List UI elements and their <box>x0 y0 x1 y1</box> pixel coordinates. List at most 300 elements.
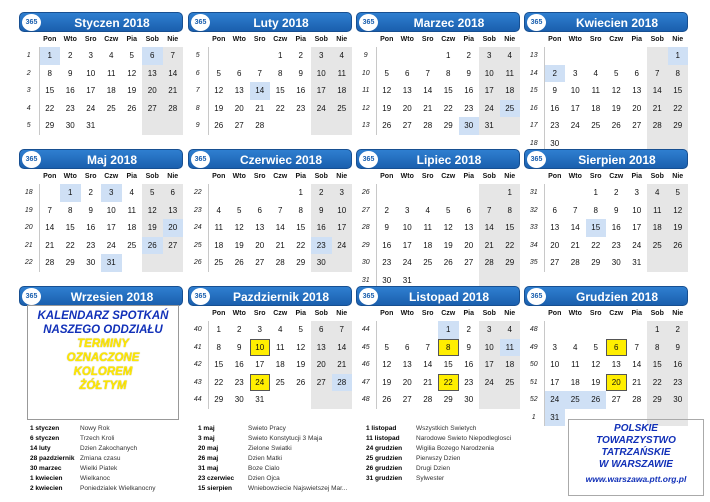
day-cell: 13 <box>464 223 474 232</box>
week-row <box>524 237 688 255</box>
day-cell: 30 <box>382 275 392 285</box>
weekday-header: Pon <box>380 173 394 180</box>
holiday-item <box>198 434 347 444</box>
day-cell: 17 <box>86 86 96 95</box>
weekday-header: Pon <box>43 173 57 180</box>
day-cell: 1 <box>60 184 81 202</box>
week-row <box>188 82 352 100</box>
badge-365-icon: 365 <box>22 14 41 31</box>
day-cell <box>418 184 439 202</box>
weekday-header: Czw <box>609 36 624 43</box>
month-calendar <box>19 12 183 136</box>
weekday-header: Pon <box>212 310 226 317</box>
month-grid <box>19 32 183 135</box>
day-cell: 14 <box>332 339 353 357</box>
holiday-name: Boze Cialo <box>248 465 280 472</box>
week-row <box>356 391 520 409</box>
day-cell: 11 <box>591 86 600 95</box>
weekday-header: Wto <box>400 310 414 317</box>
day-cell: 23 <box>668 374 689 392</box>
day-cell: 23 <box>464 103 474 113</box>
weekday-header: Wto <box>568 173 582 180</box>
month-calendar <box>188 12 352 136</box>
day-cell: 21 <box>45 240 55 250</box>
day-cell: 19 <box>127 86 137 95</box>
day-cell: 16 <box>234 360 244 369</box>
week-row <box>356 321 520 339</box>
month-grid <box>19 169 183 272</box>
organization-name-line: W WARSZAWIE <box>599 459 673 470</box>
day-cell: 4 <box>109 51 114 60</box>
week-row <box>356 219 520 237</box>
day-cell: 12 <box>234 223 244 232</box>
day-cell: 25 <box>565 391 586 409</box>
day-cell: 24 <box>545 391 566 409</box>
week-number-header <box>188 306 209 321</box>
weekday-header-row <box>524 169 688 184</box>
day-cell: 27 <box>464 258 474 267</box>
month-title: Grudzien 2018 <box>575 290 659 304</box>
note-line: KOLOREM <box>73 366 133 378</box>
day-cell: 15 <box>500 219 521 237</box>
holiday-name: Zmiana czasu <box>80 455 121 462</box>
day-cell: 10 <box>106 205 116 215</box>
day-cell: 9 <box>466 342 471 352</box>
day-cell <box>545 321 566 339</box>
day-cell: 7 <box>47 205 52 215</box>
day-cell: 21 <box>423 103 433 113</box>
week-number-header <box>19 32 40 47</box>
week-number: 3 <box>19 82 40 100</box>
week-row <box>188 356 352 374</box>
holiday-item <box>30 454 156 464</box>
day-cell: 20 <box>163 219 184 237</box>
day-cell: 14 <box>423 360 433 369</box>
day-cell: 6 <box>405 342 410 352</box>
week-number: 22 <box>19 254 40 272</box>
day-cell: 28 <box>45 258 55 267</box>
day-cell: 3 <box>573 68 578 78</box>
weekday-header: Wto <box>568 310 582 317</box>
day-cell: 30 <box>65 121 75 130</box>
week-number: 49 <box>524 339 545 357</box>
day-cell: 7 <box>163 47 184 65</box>
month-title: Pazdziernik 2018 <box>232 290 330 304</box>
day-cell: 30 <box>86 258 96 267</box>
day-cell: 30 <box>611 258 621 267</box>
holiday-item <box>198 454 347 464</box>
week-number: 46 <box>356 356 377 374</box>
week-number: 12 <box>356 100 377 118</box>
day-cell <box>270 184 291 202</box>
website-link[interactable]: www.warszawa.ptt.org.pl <box>585 474 687 484</box>
day-cell <box>209 47 230 65</box>
day-cell: 11 <box>332 65 353 83</box>
day-cell: 26 <box>586 391 607 409</box>
day-cell: 15 <box>443 360 453 369</box>
day-cell: 9 <box>614 205 619 215</box>
badge-365-icon: 365 <box>22 288 41 305</box>
day-cell: 16 <box>65 86 75 95</box>
day-cell: 21 <box>163 82 184 100</box>
weekday-header: Czw <box>104 36 119 43</box>
holiday-name: Wniebowziecie Najswietszej Mar... <box>248 485 348 492</box>
note-line: ŻÓŁTYM <box>79 380 127 392</box>
day-cell: 17 <box>550 377 560 387</box>
day-cell <box>163 117 184 135</box>
day-cell: 22 <box>591 240 601 250</box>
day-cell: 18 <box>591 103 601 113</box>
day-cell: 15 <box>647 356 668 374</box>
day-cell: 24 <box>479 374 500 392</box>
week-number: 16 <box>524 100 545 118</box>
weekday-header: Pia <box>463 36 474 43</box>
weekday-header: Sob <box>145 173 159 180</box>
day-cell: 9 <box>298 68 303 78</box>
note-line: TERMINY <box>77 338 129 350</box>
day-cell: 24 <box>570 121 580 130</box>
day-cell: 22 <box>296 240 306 250</box>
month-calendar <box>524 286 688 422</box>
week-number: 18 <box>19 184 40 202</box>
weekday-header: Sob <box>650 173 664 180</box>
day-cell: 25 <box>275 377 285 387</box>
weekday-header: Wto <box>400 36 414 43</box>
week-number: 23 <box>188 202 209 220</box>
day-cell: 9 <box>311 202 332 220</box>
holiday-name: Wielki Piatek <box>80 465 118 472</box>
day-cell: 10 <box>332 202 353 220</box>
week-row <box>356 202 520 220</box>
day-cell <box>627 47 648 65</box>
day-cell: 25 <box>423 258 433 267</box>
weekday-header: Pia <box>631 173 642 180</box>
holiday-date: 26 grudzien <box>366 465 403 472</box>
day-cell: 9 <box>384 223 389 232</box>
weekday-header: Pia <box>295 310 306 317</box>
weekday-header: Pon <box>548 173 562 180</box>
month-grid <box>524 169 688 272</box>
day-cell: 10 <box>570 86 580 95</box>
badge-365-icon: 365 <box>191 14 210 31</box>
day-cell: 28 <box>423 121 433 130</box>
holiday-item <box>30 444 156 454</box>
week-row <box>188 219 352 237</box>
weekday-header: Nie <box>672 173 684 180</box>
day-cell: 20 <box>142 82 163 100</box>
day-cell: 13 <box>311 339 332 357</box>
weekday-header: Sob <box>482 310 496 317</box>
day-cell: 27 <box>311 374 332 392</box>
weekday-header-row <box>188 169 352 184</box>
weekday-header: Sob <box>650 310 664 317</box>
day-cell: 12 <box>296 342 306 352</box>
weekday-header: Nie <box>504 36 516 43</box>
day-cell: 1 <box>593 188 598 197</box>
month-grid <box>524 306 688 426</box>
day-cell: 6 <box>257 205 262 215</box>
day-cell: 31 <box>479 117 500 135</box>
day-cell: 6 <box>405 68 410 78</box>
week-row <box>356 374 520 392</box>
day-cell: 19 <box>668 219 689 237</box>
day-cell: 6 <box>311 321 332 339</box>
day-cell: 23 <box>311 237 332 255</box>
day-cell: 4 <box>216 205 221 215</box>
weekday-header: Sob <box>145 36 159 43</box>
day-cell: 23 <box>65 103 75 113</box>
day-cell: 26 <box>142 237 163 255</box>
week-row <box>524 321 688 339</box>
day-cell: 8 <box>438 339 459 357</box>
day-cell <box>627 321 648 339</box>
day-cell <box>397 184 418 202</box>
day-cell: 11 <box>571 360 580 369</box>
month-header <box>188 286 352 306</box>
day-cell <box>479 184 500 202</box>
week-number: 45 <box>356 339 377 357</box>
day-cell: 13 <box>163 202 184 220</box>
day-cell: 15 <box>214 360 224 369</box>
day-cell <box>163 254 184 272</box>
day-cell: 28 <box>632 395 642 404</box>
day-cell: 21 <box>423 377 433 387</box>
week-row <box>356 237 520 255</box>
week-row <box>524 82 688 100</box>
weekday-header: Pia <box>631 36 642 43</box>
day-cell <box>545 184 566 202</box>
holiday-list <box>366 424 511 484</box>
day-cell: 30 <box>234 395 244 404</box>
week-row <box>19 100 183 118</box>
day-cell <box>647 47 668 65</box>
day-cell <box>270 117 291 135</box>
day-cell: 7 <box>647 65 668 83</box>
weekday-header-row <box>524 32 688 47</box>
day-cell: 22 <box>668 100 689 118</box>
day-cell: 3 <box>88 51 93 60</box>
week-row <box>524 47 688 65</box>
week-number: 17 <box>524 117 545 135</box>
day-cell <box>291 391 312 409</box>
day-cell: 16 <box>550 103 560 113</box>
week-row <box>188 47 352 65</box>
week-number: 43 <box>188 374 209 392</box>
weekday-header-row <box>188 306 352 321</box>
day-cell: 6 <box>466 205 471 215</box>
day-cell: 6 <box>634 68 639 78</box>
day-cell: 5 <box>237 205 242 215</box>
day-cell <box>122 117 143 135</box>
day-cell: 31 <box>402 275 412 285</box>
week-number: 32 <box>524 202 545 220</box>
month-header <box>524 149 688 169</box>
month-header <box>188 12 352 32</box>
day-cell: 12 <box>214 86 224 95</box>
day-cell: 19 <box>591 377 601 387</box>
day-cell: 20 <box>402 103 412 113</box>
weekday-header: Czw <box>441 310 456 317</box>
week-number: 35 <box>524 254 545 272</box>
day-cell: 25 <box>127 240 137 250</box>
week-number: 10 <box>356 65 377 83</box>
day-cell <box>397 47 418 65</box>
day-cell <box>377 321 398 339</box>
day-cell: 17 <box>570 103 580 113</box>
week-number-header <box>356 32 377 47</box>
weekday-header: Pia <box>126 173 137 180</box>
weekday-header: Sro <box>253 310 266 317</box>
holiday-date: 14 luty <box>30 445 51 452</box>
day-cell: 16 <box>611 223 621 232</box>
day-cell: 12 <box>382 86 392 95</box>
day-cell: 13 <box>402 86 412 95</box>
day-cell: 13 <box>234 86 244 95</box>
week-row <box>19 65 183 83</box>
day-cell: 1 <box>278 51 283 60</box>
day-cell: 26 <box>668 237 689 255</box>
day-cell: 28 <box>423 395 433 404</box>
day-cell: 19 <box>611 103 621 113</box>
day-cell <box>606 47 627 65</box>
day-cell: 9 <box>466 68 471 78</box>
day-cell: 5 <box>129 51 134 60</box>
holiday-date: 2 kwiecien <box>30 485 63 492</box>
weekday-header: Sro <box>253 36 266 43</box>
weekday-header: Sro <box>421 310 434 317</box>
day-cell: 1 <box>647 321 668 339</box>
holiday-name: Sylwester <box>416 475 445 482</box>
day-cell: 21 <box>647 100 668 118</box>
weekday-header: Czw <box>441 36 456 43</box>
month-header <box>19 149 183 169</box>
weekday-header: Wto <box>232 36 246 43</box>
week-row <box>19 47 183 65</box>
day-cell: 18 <box>647 219 668 237</box>
day-cell: 23 <box>611 240 621 250</box>
day-cell: 21 <box>570 240 580 250</box>
day-cell: 26 <box>382 121 392 130</box>
week-row <box>188 100 352 118</box>
day-cell: 25 <box>332 100 353 118</box>
day-cell: 24 <box>250 374 271 392</box>
weekday-header: Pon <box>548 36 562 43</box>
badge-365-icon: 365 <box>527 288 546 305</box>
day-cell: 12 <box>127 68 137 78</box>
holiday-date: 1 maj <box>198 425 215 432</box>
day-cell <box>250 184 271 202</box>
day-cell: 19 <box>142 219 163 237</box>
day-cell: 2 <box>298 51 303 60</box>
day-cell: 17 <box>479 356 500 374</box>
day-cell: 20 <box>234 103 244 113</box>
month-header <box>524 12 688 32</box>
day-cell: 9 <box>88 205 93 215</box>
holiday-item <box>30 434 156 444</box>
week-number-header <box>524 169 545 184</box>
day-cell: 22 <box>500 237 521 255</box>
week-number-header <box>524 306 545 321</box>
day-cell: 18 <box>127 223 137 232</box>
week-row <box>188 321 352 339</box>
day-cell: 26 <box>443 258 453 267</box>
day-cell <box>545 47 566 65</box>
day-cell: 5 <box>298 325 303 334</box>
day-cell: 25 <box>106 103 116 113</box>
day-cell: 21 <box>332 356 353 374</box>
day-cell: 12 <box>142 202 163 220</box>
day-cell: 24 <box>479 100 500 118</box>
month-title: Styczen 2018 <box>74 16 150 30</box>
day-cell: 20 <box>255 240 265 250</box>
day-cell: 27 <box>402 395 412 404</box>
month-calendar <box>524 149 688 273</box>
organization-name-line: POLSKIE <box>614 423 658 434</box>
day-cell: 16 <box>464 86 474 95</box>
day-cell: 30 <box>668 391 689 409</box>
day-cell: 2 <box>466 51 471 60</box>
day-cell: 17 <box>402 240 412 250</box>
day-cell: 9 <box>668 339 689 357</box>
day-cell <box>438 184 459 202</box>
weekday-header: Pon <box>380 36 394 43</box>
week-row <box>356 82 520 100</box>
week-number: 9 <box>188 117 209 135</box>
day-cell: 5 <box>668 184 689 202</box>
holiday-name: Wszystkich Swietych <box>416 425 477 432</box>
week-number: 14 <box>524 65 545 83</box>
week-row <box>524 391 688 409</box>
month-calendar <box>356 12 520 136</box>
day-cell: 10 <box>250 339 271 357</box>
week-row <box>19 202 183 220</box>
day-cell <box>209 184 230 202</box>
month-header <box>19 286 183 306</box>
day-cell: 18 <box>214 240 224 250</box>
day-cell: 6 <box>237 68 242 78</box>
day-cell: 13 <box>255 223 265 232</box>
day-cell: 20 <box>464 240 474 250</box>
day-cell: 25 <box>647 237 668 255</box>
holiday-date: 6 styczen <box>30 435 60 442</box>
day-cell: 2 <box>237 325 242 334</box>
holiday-date: 3 maj <box>198 435 215 442</box>
day-cell: 15 <box>443 86 453 95</box>
week-row <box>188 117 352 135</box>
week-number-header <box>356 306 377 321</box>
day-cell: 14 <box>45 223 55 232</box>
day-cell: 1 <box>438 321 459 339</box>
day-cell: 29 <box>65 258 75 267</box>
day-cell <box>565 184 586 202</box>
day-cell: 8 <box>500 202 521 220</box>
month-calendar <box>188 149 352 273</box>
weekday-header: Czw <box>273 173 288 180</box>
day-cell: 8 <box>216 342 221 352</box>
weekday-header: Nie <box>504 173 516 180</box>
week-number: 44 <box>188 391 209 409</box>
day-cell: 4 <box>500 321 521 339</box>
weekday-header: Czw <box>609 310 624 317</box>
weekday-header: Sro <box>589 173 602 180</box>
week-number: 31 <box>524 184 545 202</box>
weekday-header: Pon <box>212 36 226 43</box>
day-cell: 2 <box>384 205 389 215</box>
day-cell: 24 <box>402 258 412 267</box>
holiday-date: 24 grudzien <box>366 445 403 452</box>
day-cell: 18 <box>275 360 285 369</box>
day-cell: 19 <box>214 103 224 113</box>
